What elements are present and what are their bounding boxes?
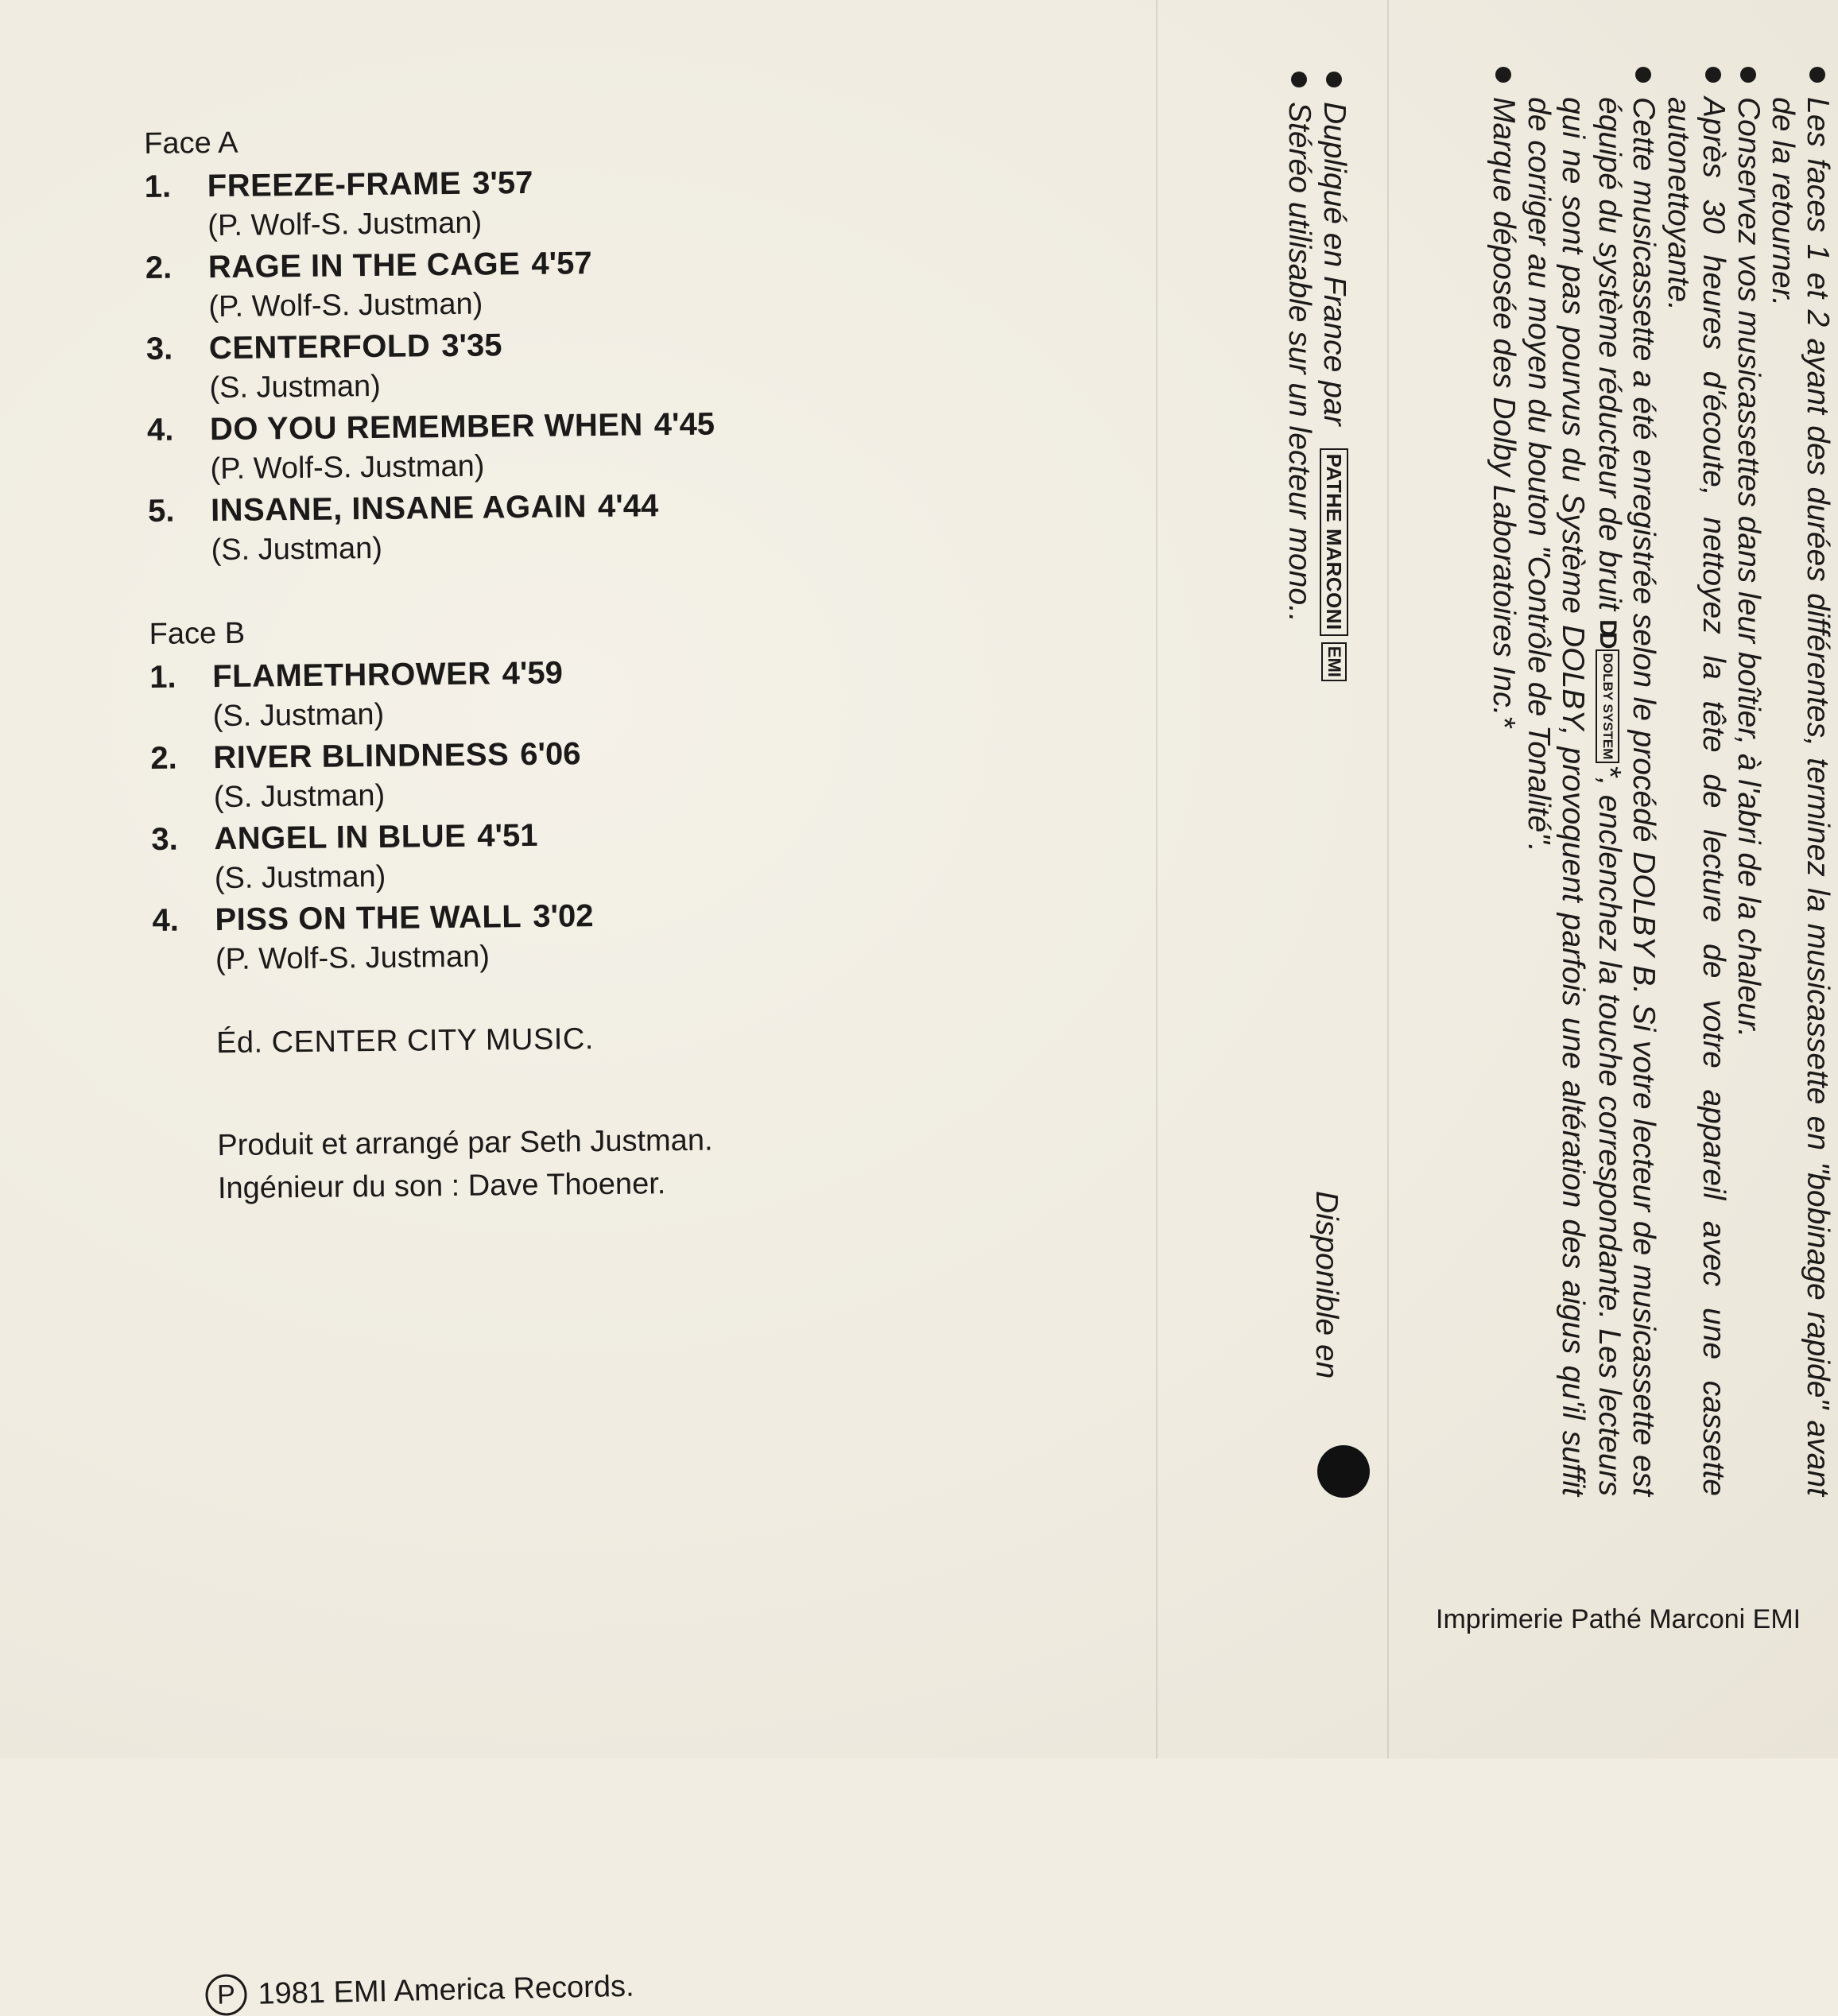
track-writer: (S. Justman) [209,369,382,405]
track-writer: (P. Wolf-S. Justman) [207,206,483,243]
fold-line [1387,0,1389,1758]
track-duration: 4'44 [597,488,659,525]
duplicated-in-france: Dupliqué en France par PATHE MARCONI EMI [1316,70,1351,944]
track-number: 3. [151,821,178,857]
emi-logo: EMI [1321,642,1347,681]
track-duration: 4'45 [653,406,715,443]
track-writer: (S. Justman) [214,859,386,896]
track-duration: 6'06 [520,736,581,773]
track-b1 [149,649,1104,735]
face-a-label: Face A [144,126,238,161]
track-title: DO YOU REMEMBER WHEN [209,407,644,448]
track-title: FREEZE-FRAME [207,165,462,204]
track-number: 5. [147,493,175,529]
dolby-system-logo: DOLBY SYSTEM [1596,649,1619,764]
track-writer: (S. Justman) [212,697,385,734]
track-number: 4. [152,902,180,938]
track-a4 [147,402,1102,487]
track-b3 [151,812,1106,897]
duplication-info [1282,70,1351,944]
care-notes [1486,65,1835,1496]
publisher-edition: Éd. CENTER CITY MUSIC. [215,1022,595,1060]
track-duration: 3'35 [440,328,502,364]
engineer-credit: Ingénieur du son : Dave Thoener. [217,1167,666,1206]
track-duration: 3'02 [532,898,594,934]
track-duration: 4'51 [477,817,538,854]
track-title: RIVER BLINDNESS [213,737,510,776]
note-storage: Conservez vos musicassettes dans leur boîtier, à l'abri de la chaleur. [1731,65,1766,1496]
track-writer: (P. Wolf-S. Justman) [210,449,485,487]
face-b-label: Face B [149,616,246,651]
track-number: 3. [145,331,173,366]
pathe-marconi-logo: PATHE MARCONI [1320,448,1348,636]
note-bobinage: Les faces 1 et 2 ayant des durées différentes, terminez la musicassette en "bobinage rapide" avant de la retourner. [1766,65,1835,1496]
track-listing [144,117,1110,1239]
track-writer: (P. Wolf-S. Justman) [215,940,491,977]
track-a5 [148,483,1103,568]
track-a1 [145,159,1099,244]
printer-imprint: Imprimerie Pathé Marconi EMI [1436,1604,1801,1634]
track-b2 [150,731,1105,816]
track-writer: (P. Wolf-S. Justman) [208,287,483,324]
track-title: INSANE, INSANE AGAIN [210,489,587,529]
available-in-label: Disponible en [1309,1191,1344,1379]
track-duration: 4'57 [531,246,592,281]
copyright-notice [205,1966,634,2016]
face-b-section [149,607,1107,978]
track-title: ANGEL IN BLUE [214,818,467,857]
format-dot-icon [1317,1445,1370,1498]
track-a2 [145,240,1100,325]
track-writer: (S. Justman) [211,531,383,568]
note-trademark: Marque déposée des Dolby Laboratoires Inc.* [1486,65,1521,1496]
track-number: 4. [146,412,174,448]
phonogram-symbol: P [205,1974,247,2016]
track-duration: 3'57 [471,165,533,201]
note-dolby: Cette musicassette a été enregistrée selon le procédé DOLBY B. Si votre lecteur de musicassette est équipé du système réducteur de bruit DDDOLBY SYSTEM*, enclenchez la touche correspondante. Les lecteurs qui ne sont pas pourvus du Système DOLBY, provoquent parfois une altération des aigus qu'il suffit de corriger au moyen du bouton "Contrôle de Tonalité". [1521,65,1662,1496]
track-title: PISS ON THE WALL [215,899,522,938]
copyright-text: 1981 EMI America Records. [258,1969,634,2011]
stereo-mono-note: Stéréo utilisable sur un lecteur mono.. [1282,70,1317,944]
track-title: CENTERFOLD [208,328,431,366]
track-b4 [152,893,1107,978]
track-title: FLAMETHROWER [212,656,491,695]
track-number: 1. [144,169,172,204]
producer-credit: Produit et arrangé par Seth Justman. [217,1123,713,1163]
track-number: 2. [150,740,177,776]
dolby-double-d-icon: DD [1594,619,1621,645]
note-cleaning: Après 30 heures d'écoute, nettoyez la tête de lecture de votre appareil avec une cassette autonettoyante. [1661,65,1730,1496]
fold-line [1156,0,1157,1758]
production-credits [217,1115,1109,1210]
track-title: RAGE IN THE CAGE [207,246,521,285]
track-number: 2. [145,250,173,285]
track-duration: 4'59 [502,655,564,692]
track-number: 1. [149,659,176,695]
track-a3 [146,321,1101,406]
track-writer: (S. Justman) [213,778,386,815]
